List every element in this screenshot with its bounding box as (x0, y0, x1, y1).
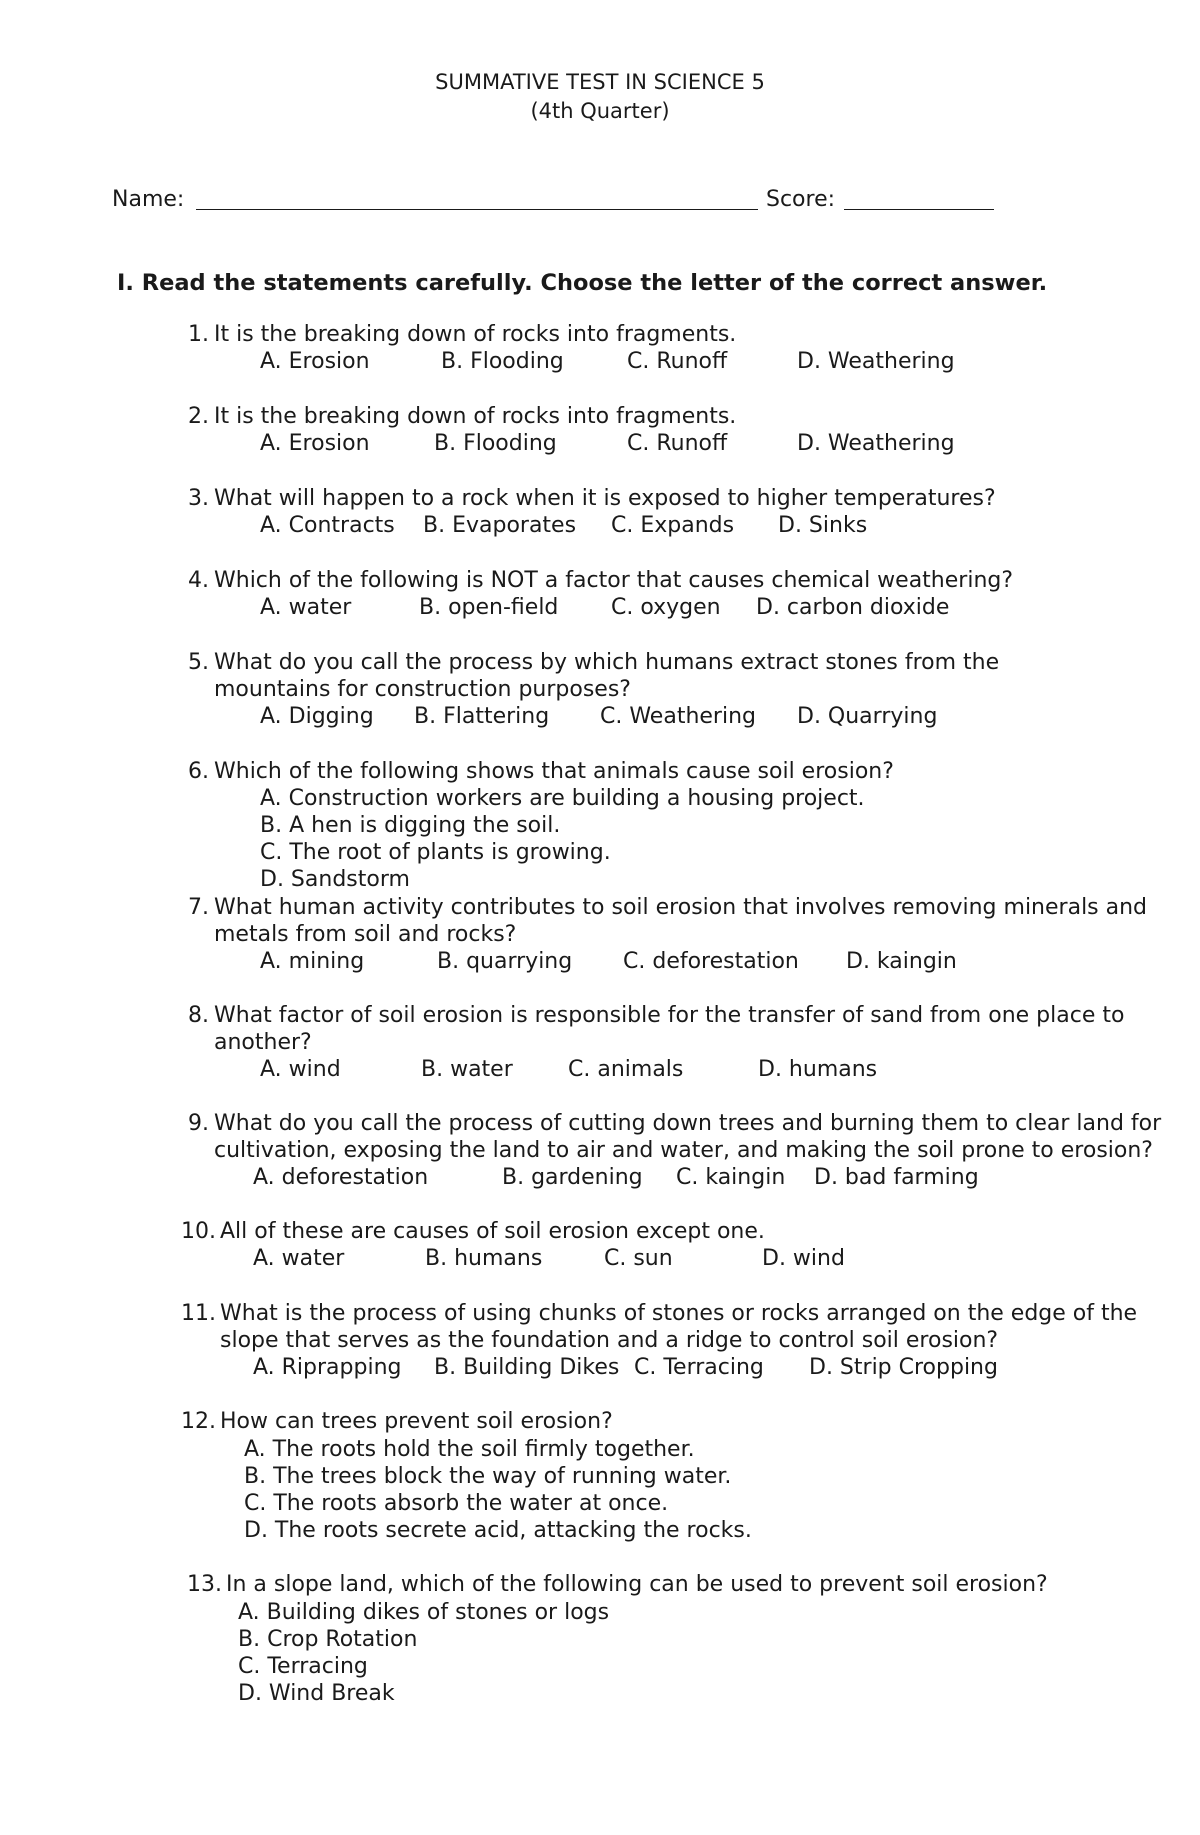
option-b: B. water (421, 1057, 513, 1082)
option-c: C. sun (604, 1246, 673, 1271)
question-number: 13. (187, 1572, 222, 1597)
option-c: C. deforestation (623, 949, 799, 974)
option-d: D. kaingin (846, 949, 957, 974)
name-blank-line[interactable] (196, 209, 758, 210)
option-b: B. Flooding (441, 349, 564, 374)
option-a: A. Erosion (260, 349, 370, 374)
question-number: 7. (188, 895, 209, 920)
option-d: D. humans (758, 1057, 878, 1082)
option-b: B. quarrying (437, 949, 573, 974)
question-text: slope that serves as the foundation and a ridge to control soil erosion? (220, 1328, 999, 1353)
option-b: B. Crop Rotation (238, 1627, 418, 1652)
option-d: D. Strip Cropping (809, 1355, 998, 1380)
question-text: In a slope land, which of the following can be used to prevent soil erosion? (226, 1572, 1048, 1597)
option-c: C. Expands (611, 513, 735, 538)
option-c: C. The roots absorb the water at once. (244, 1491, 669, 1516)
option-a: A. Erosion (260, 431, 370, 456)
option-d: D. Weathering (797, 349, 955, 374)
option-c: C. Terracing (634, 1355, 764, 1380)
page-subtitle: (4th Quarter) (530, 99, 670, 123)
section-instruction: I. Read the statements carefully. Choose the letter of the correct answer. (117, 270, 1048, 296)
page-title: SUMMATIVE TEST IN SCIENCE 5 (435, 70, 765, 94)
option-b: B. A hen is digging the soil. (260, 813, 561, 838)
option-d: D. bad farming (814, 1165, 979, 1190)
question-text: What human activity contributes to soil erosion that involves removing minerals and (214, 895, 1148, 920)
question-number: 1. (188, 322, 209, 347)
name-label: Name: (112, 187, 185, 212)
option-d: D. Quarrying (797, 704, 938, 729)
question-number: 5. (188, 650, 209, 675)
question-text: Which of the following shows that animals cause soil erosion? (214, 759, 894, 784)
option-b: B. Building Dikes (434, 1355, 620, 1380)
option-d: D. The roots secrete acid, attacking the rocks. (244, 1518, 752, 1543)
question-number: 10. (181, 1219, 216, 1244)
option-a: A. mining (260, 949, 365, 974)
option-d: D. Sinks (778, 513, 868, 538)
option-d: D. wind (762, 1246, 845, 1271)
question-number: 12. (181, 1409, 216, 1434)
option-d: D. Sandstorm (260, 867, 410, 892)
option-d: D. carbon dioxide (756, 595, 950, 620)
score-label: Score: (766, 187, 836, 212)
question-text: mountains for construction purposes? (214, 677, 631, 702)
option-d: D. Weathering (797, 431, 955, 456)
option-a: A. wind (260, 1057, 341, 1082)
option-c: C. kaingin (676, 1165, 786, 1190)
option-a: A. Construction workers are building a housing project. (260, 786, 865, 811)
question-text: What will happen to a rock when it is exposed to higher temperatures? (214, 486, 996, 511)
question-text: metals from soil and rocks? (214, 922, 517, 947)
option-a: A. Digging (260, 704, 374, 729)
option-b: B. gardening (502, 1165, 643, 1190)
question-number: 4. (188, 568, 209, 593)
option-c: C. The root of plants is growing. (260, 840, 611, 865)
option-b: B. Flattering (414, 704, 550, 729)
question-number: 2. (188, 404, 209, 429)
option-b: B. Flooding (434, 431, 557, 456)
option-a: A. Building dikes of stones or logs (238, 1600, 610, 1625)
option-a: A. The roots hold the soil firmly together. (244, 1437, 695, 1462)
question-text: cultivation, exposing the land to air and water, and making the soil prone to erosion? (214, 1138, 1153, 1163)
option-a: A. water (253, 1246, 345, 1271)
question-number: 3. (188, 486, 209, 511)
question-text: What is the process of using chunks of stones or rocks arranged on the edge of the (220, 1301, 1138, 1326)
question-text: It is the breaking down of rocks into fragments. (214, 322, 737, 347)
option-c: C. animals (568, 1057, 684, 1082)
option-d: D. Wind Break (238, 1681, 395, 1706)
option-a: A. Contracts (260, 513, 395, 538)
question-text: What factor of soil erosion is responsible for the transfer of sand from one place to (214, 1003, 1125, 1028)
score-blank-line[interactable] (844, 209, 994, 210)
option-a: A. Riprapping (253, 1355, 402, 1380)
option-b: B. The trees block the way of running water. (244, 1464, 732, 1489)
option-b: B. humans (425, 1246, 543, 1271)
option-c: C. Weathering (600, 704, 756, 729)
question-text: It is the breaking down of rocks into fragments. (214, 404, 737, 429)
question-text: All of these are causes of soil erosion except one. (220, 1219, 765, 1244)
question-number: 8. (188, 1003, 209, 1028)
question-text: What do you call the process by which humans extract stones from the (214, 650, 1000, 675)
question-number: 9. (188, 1111, 209, 1136)
option-a: A. deforestation (253, 1165, 429, 1190)
option-b: B. open-field (419, 595, 559, 620)
question-number: 11. (181, 1301, 216, 1326)
option-a: A. water (260, 595, 352, 620)
question-number: 6. (188, 759, 209, 784)
question-text: another? (214, 1030, 312, 1055)
question-text: How can trees prevent soil erosion? (220, 1409, 613, 1434)
option-c: C. Runoff (627, 431, 728, 456)
question-text: Which of the following is NOT a factor that causes chemical weathering? (214, 568, 1014, 593)
option-c: C. Terracing (238, 1654, 368, 1679)
option-b: B. Evaporates (423, 513, 577, 538)
option-c: C. Runoff (627, 349, 728, 374)
question-text: What do you call the process of cutting down trees and burning them to clear land for (214, 1111, 1162, 1136)
option-c: C. oxygen (611, 595, 721, 620)
